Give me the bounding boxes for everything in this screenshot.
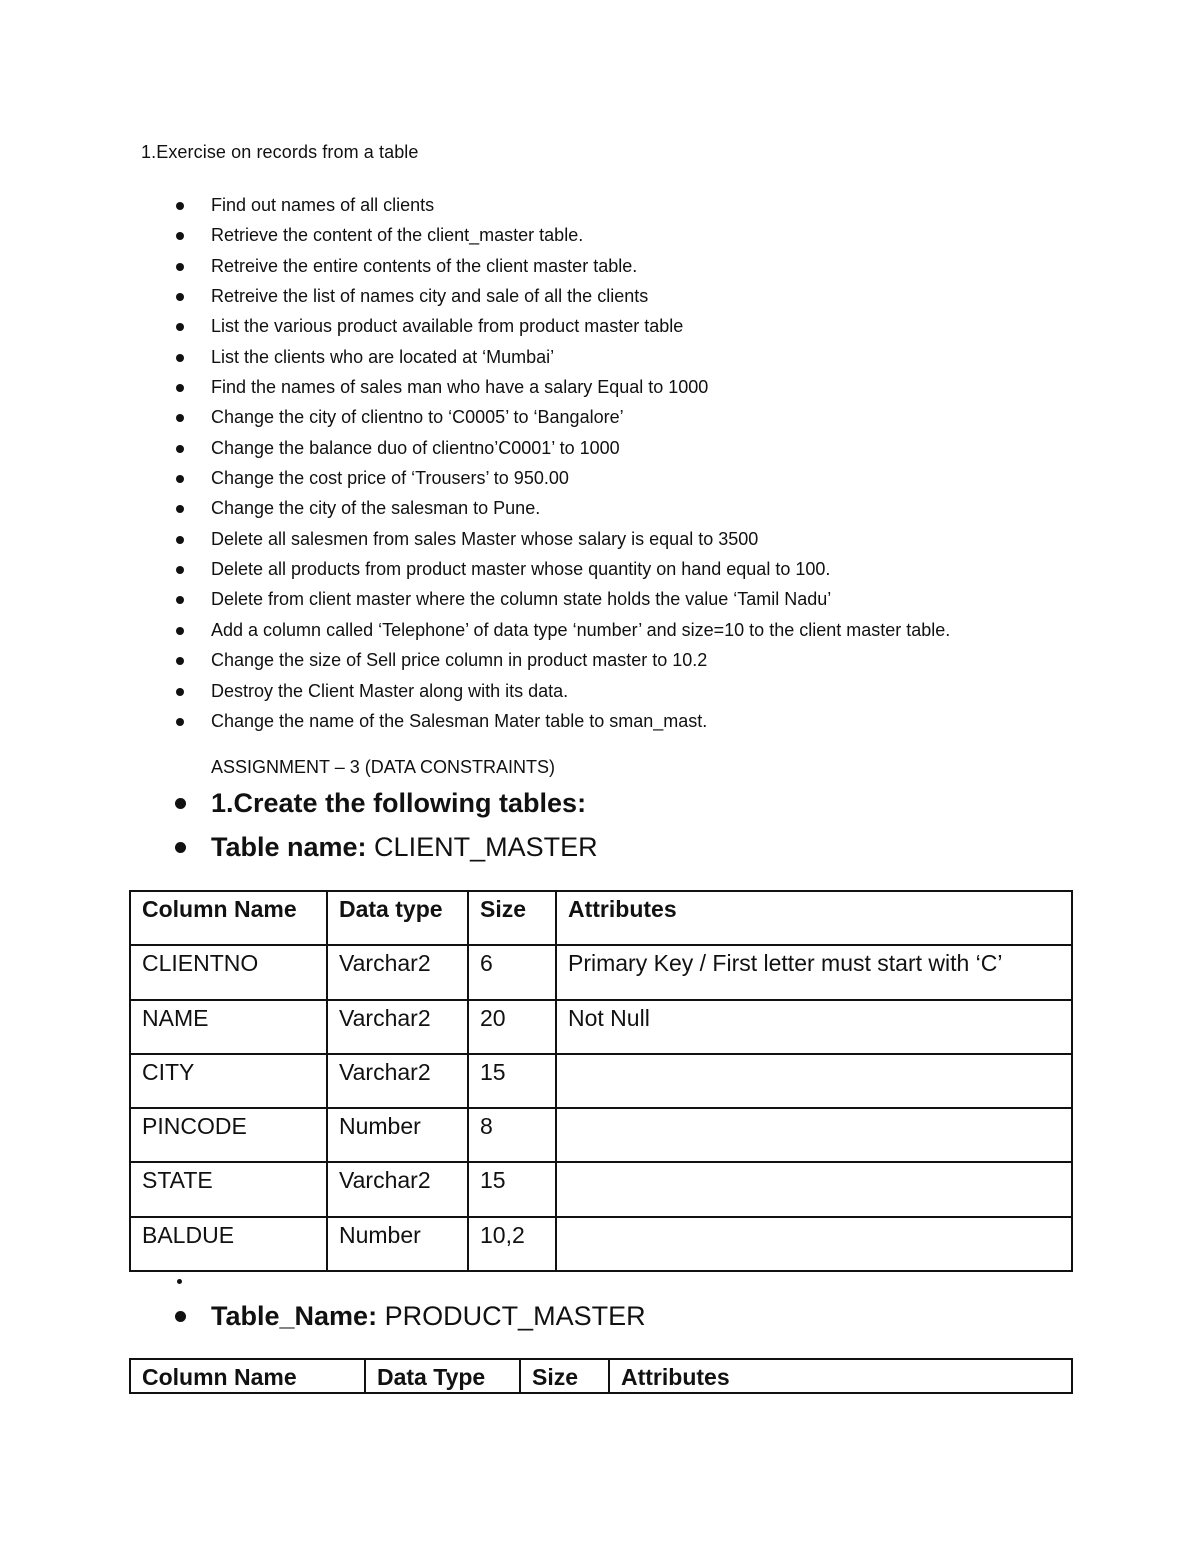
list-item: Retrieve the content of the client_master table. [0,220,950,250]
table-row [130,1054,1072,1108]
table-cell: Number [327,1217,468,1271]
table-cell: 8 [468,1108,556,1162]
table-cell: CLIENTNO [130,945,327,999]
table-header-cell: Column Name [130,891,327,945]
create-tables-heading: 1.Create the following tables: [0,781,598,825]
table-cell: CITY [130,1054,327,1108]
list-item: Change the size of Sell price column in product master to 10.2 [0,645,950,675]
table-cell: 20 [468,1000,556,1054]
table-cell: 15 [468,1054,556,1108]
table-cell [556,1054,1072,1108]
client-table-label [0,825,598,869]
table-header-cell: Attributes [609,1359,1072,1393]
list-item: Add a column called ‘Telephone’ of data type ‘number’ and size=10 to the client master table. [0,615,950,645]
list-item: Change the name of the Salesman Mater table to sman_mast. [0,706,950,736]
table-row [130,1162,1072,1216]
client-table-label-name: CLIENT_MASTER [366,832,598,862]
table-row [130,1108,1072,1162]
exercise-heading: 1.Exercise on records from a table [141,142,419,162]
table-cell: 6 [468,945,556,999]
table-cell: STATE [130,1162,327,1216]
table-cell: 10,2 [468,1217,556,1271]
table-row [130,1217,1072,1271]
client-master-table [129,890,1073,1272]
table-cell: 15 [468,1162,556,1216]
list-item: Change the balance duo of clientno’C0001’ to 1000 [0,433,950,463]
product-table-label-list [0,1294,646,1338]
table-row [130,945,1072,999]
list-item: Delete all products from product master whose quantity on hand equal to 100. [0,554,950,584]
table-header-cell: Size [468,891,556,945]
table-cell: Not Null [556,1000,1072,1054]
list-item: Delete from client master where the column state holds the value ‘Tamil Nadu’ [0,584,950,614]
list-item: Change the city of clientno to ‘C0005’ to ‘Bangalore’ [0,402,950,432]
table-cell: PINCODE [130,1108,327,1162]
list-item: Change the city of the salesman to Pune. [0,493,950,523]
product-master-table [129,1358,1073,1394]
table-header-cell: Column Name [130,1359,365,1393]
product-table-label-name: PRODUCT_MASTER [377,1301,646,1331]
list-item: Retreive the list of names city and sale of all the clients [0,281,950,311]
table-cell: Varchar2 [327,945,468,999]
table-cell: Primary Key / First letter must start with ‘C’ [556,945,1072,999]
table-header-cell: Size [520,1359,609,1393]
table-cell: BALDUE [130,1217,327,1271]
table-header-cell: Data type [327,891,468,945]
table-cell [556,1217,1072,1271]
list-item: Delete all salesmen from sales Master whose salary is equal to 3500 [0,524,950,554]
list-item: List the various product available from product master table [0,311,950,341]
create-tables-list [0,781,598,869]
list-item: Find the names of sales man who have a salary Equal to 1000 [0,372,950,402]
table-header-cell: Attributes [556,891,1072,945]
table-cell: NAME [130,1000,327,1054]
table-cell [556,1108,1072,1162]
table-cell [556,1162,1072,1216]
table-header-row [130,1359,1072,1393]
list-item: Find out names of all clients [0,190,950,220]
list-item: List the clients who are located at ‘Mumbai’ [0,342,950,372]
table-header-cell: Data Type [365,1359,520,1393]
table-cell: Varchar2 [327,1000,468,1054]
bullet-dot [177,1279,182,1284]
table-header-row [130,891,1072,945]
table-cell: Varchar2 [327,1162,468,1216]
client-table-label-prefix: Table name: [211,832,367,862]
list-item: Change the cost price of ‘Trousers’ to 950.00 [0,463,950,493]
product-table-label [0,1294,646,1338]
table-cell: Varchar2 [327,1054,468,1108]
product-table-label-prefix: Table_Name: [211,1301,378,1331]
assignment-title: ASSIGNMENT – 3 (DATA CONSTRAINTS) [211,757,556,777]
table-row [130,1000,1072,1054]
table-cell: Number [327,1108,468,1162]
exercise-list [0,190,950,736]
list-item: Destroy the Client Master along with its data. [0,676,950,706]
list-item: Retreive the entire contents of the client master table. [0,251,950,281]
